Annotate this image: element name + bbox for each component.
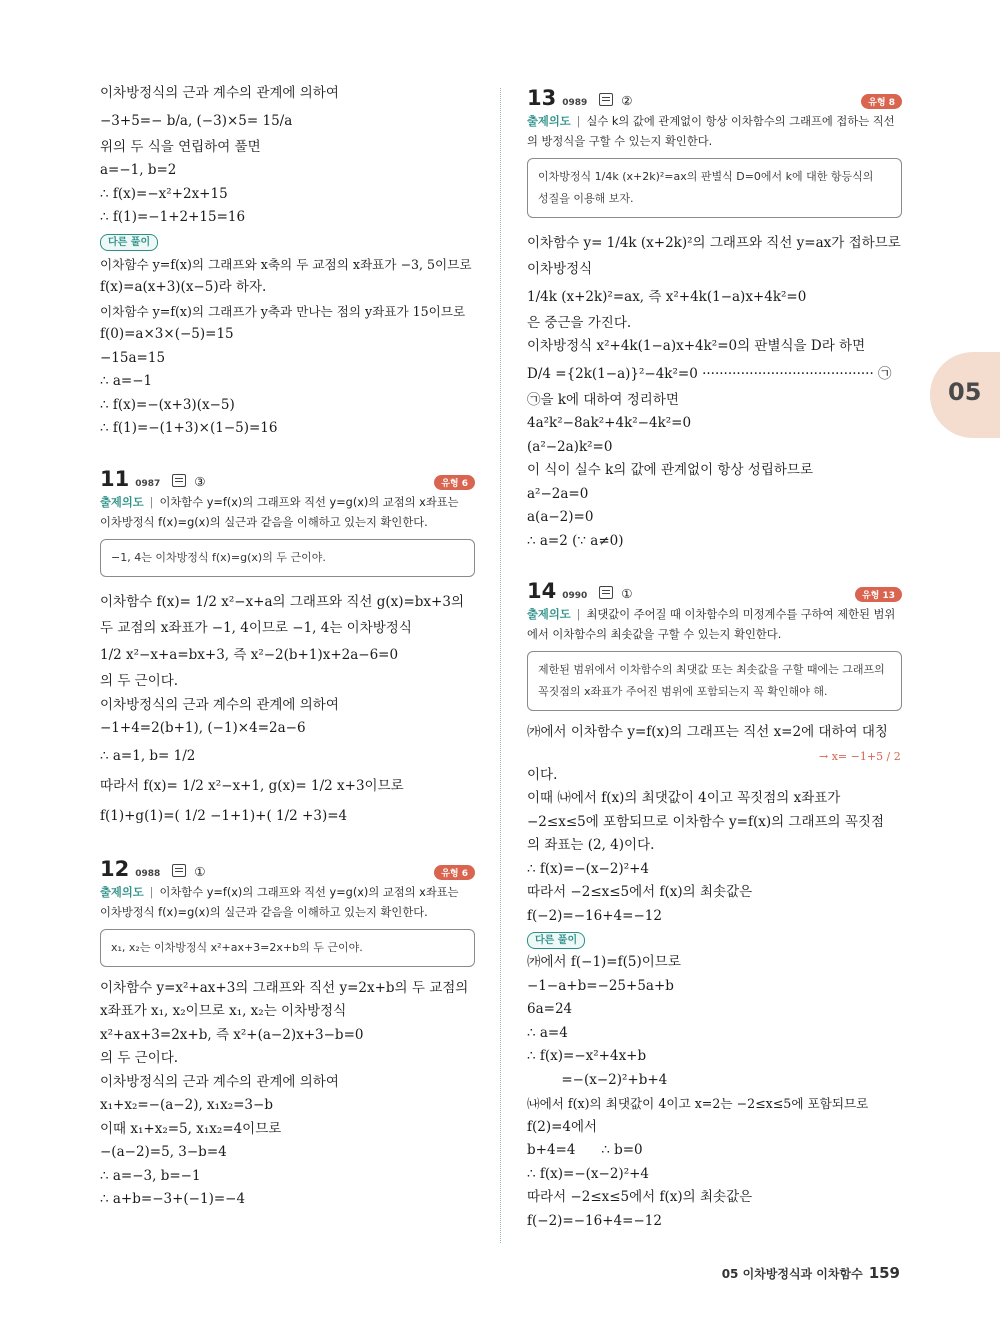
answer-value: ① [621, 586, 633, 601]
type-badge: 유형 13 [855, 587, 902, 602]
text-line: −15a=15 [100, 349, 166, 366]
text-line: ∴ f(x)=−(x−2)²+4 [527, 860, 650, 877]
problem-number: 14 [527, 579, 557, 603]
answer-value: ① [194, 863, 206, 879]
page-number: 159 [868, 1264, 900, 1282]
intent-text: 이차방정식 f(x)=g(x)의 실근과 같음을 이해하고 있는지 확인한다. [100, 515, 428, 529]
text-line: 이차함수 y=f(x)의 그래프와 x축의 두 교점의 x좌표가 −3, 5이므로 [100, 256, 472, 272]
type-badge: 유형 8 [861, 94, 902, 109]
text-line: 이차방정식 x²+4k(1−a)x+4k²=0의 판별식을 D라 하면 [527, 338, 866, 354]
problem-header [527, 86, 902, 110]
text-line: (a²−2a)k²=0 [527, 438, 613, 455]
problem-13 [527, 86, 902, 553]
hint-box [100, 929, 475, 967]
column-divider [500, 88, 501, 1243]
text-line: 은 중근을 가진다. [527, 314, 632, 331]
text-line: 의 두 근이다. [100, 673, 179, 689]
hint-text: 제한된 범위에서 이차함수의 최댓값 또는 최솟값을 구할 때에는 그래프의 [538, 663, 885, 676]
answer-icon [172, 474, 186, 487]
text-line: ∴ f(x)=−(x+3)(x−5) [100, 396, 235, 413]
intent-tag: 출제의도 [527, 608, 571, 621]
text-line: x₁+x₂=−(a−2), x₁x₂=3−b [100, 1097, 273, 1113]
text-line: a=−1, b=2 [100, 162, 177, 178]
text-line: ∴ a=1, b= 1/2 [100, 747, 196, 764]
hint-box [527, 158, 902, 218]
text-line: 1/4k (x+2k)²=ax, 즉 x²+4k(1−a)x+4k²=0 [527, 288, 807, 305]
problem-header [100, 467, 475, 491]
text-line: 의 좌표는 (2, 4)이다. [527, 837, 655, 853]
problem-code: 0988 [135, 868, 161, 879]
text-line: 이차방정식의 근과 계수의 관계에 의하여 [100, 1073, 339, 1090]
text-line: 이차방정식의 근과 계수의 관계에 의하여 [100, 696, 339, 713]
answer-value: ③ [194, 473, 206, 489]
text-line: b+4=4 ∴ b=0 [527, 1142, 643, 1158]
hint-box [527, 651, 902, 711]
text-line: 두 교점의 x좌표가 −1, 4이므로 −1, 4는 이차방정식 [100, 619, 412, 636]
text-line: ㉠을 k에 대하여 정리하면 [527, 391, 679, 408]
text-line: −(a−2)=5, 3−b=4 [100, 1144, 227, 1160]
alt-solution-badge: 다른 풀이 [100, 234, 158, 251]
intent-text: 이차함수 y=f(x)의 그래프와 직선 y=g(x)의 교점의 x좌표는 [159, 495, 459, 509]
text-line: 1/2 x²−x+a=bx+3, 즉 x²−2(b+1)x+2a−6=0 [100, 647, 399, 663]
text-line: f(x)=a(x+3)(x−5)라 하자. [100, 279, 267, 295]
intent-text: 실수 k의 값에 관계없이 항상 이차함수의 그래프에 접하는 직선 [586, 115, 895, 128]
text-line: 이차함수 y=x²+ax+3의 그래프와 직선 y=2x+b의 두 교점의 [100, 979, 469, 996]
intro-solution [100, 82, 475, 230]
text-line: 이차함수 y=f(x)의 그래프가 y축과 만나는 점의 y좌표가 15이므로 [100, 303, 466, 319]
text-line: 이차함수 y= 1/4k (x+2k)²의 그래프와 직선 y=ax가 접하므로 [527, 235, 901, 251]
text-line: a(a−2)=0 [527, 509, 594, 525]
problem-11 [100, 467, 475, 831]
left-column [100, 82, 475, 1212]
text-line: ∴ f(x)=−x²+4x+b [527, 1048, 647, 1064]
problem-14 [527, 579, 902, 1233]
intent-tag: 출제의도 [100, 885, 144, 899]
problem-code: 0990 [562, 591, 588, 601]
intent: 출제의도 | 최댓값이 주어질 때 이차함수의 미정계수를 구하여 제한된 범위 에서 이차함수의 최솟값을 구할 수 있는지 확인한다. [527, 605, 902, 645]
text-line: 이 식이 실수 k의 값에 관계없이 항상 성립하므로 [527, 462, 813, 478]
problem-number: 13 [527, 86, 557, 110]
hint-box [100, 539, 475, 577]
problem-code: 0989 [562, 98, 588, 108]
text-line: ∴ f(1)=−(1+3)×(1−5)=16 [100, 420, 278, 436]
hint-text: 꼭짓점의 x좌표가 주어진 범위에 포함되는지 꼭 확인해야 해. [538, 685, 828, 698]
chapter-side-tab [930, 352, 1000, 438]
problem-header [100, 857, 475, 881]
intent: 출제의도 | 이차함수 y=f(x)의 그래프와 직선 y=g(x)의 교점의 x좌표는 이차방정식 f(x)=g(x)의 실근과 같음을 이해하고 있는지 확인한다. [100, 493, 475, 533]
chapter-number: 05 [948, 378, 982, 406]
text-line: ∴ f(1)=−1+2+15=16 [100, 209, 246, 225]
problem-number: 12 [100, 856, 130, 881]
alt-solution-badge: 다른 풀이 [527, 932, 585, 949]
intent: 출제의도 | 실수 k의 값에 관계없이 항상 이차함수의 그래프에 접하는 직선 의 방정식을 구할 수 있는지 확인한다. [527, 112, 902, 152]
text-line: ∴ f(x)=−x²+2x+15 [100, 185, 228, 202]
text-line: ∴ a=−3, b=−1 [100, 1167, 201, 1184]
text-line: ∴ a+b=−3+(−1)=−4 [100, 1191, 246, 1207]
text-line: 이차방정식의 근과 계수의 관계에 의하여 [100, 85, 339, 101]
text-line: f(−2)=−16+4=−12 [527, 1212, 662, 1229]
text-line: x좌표가 x₁, x₂이므로 x₁, x₂는 이차방정식 [100, 1003, 347, 1019]
footer-chapter-title: 05 이차방정식과 이차함수 [721, 1267, 863, 1281]
hint-text: x₁, x₂는 이차방정식 x²+ax+3=2x+b의 두 근이야. [111, 940, 363, 954]
text-line: ∴ a=4 [527, 1024, 568, 1041]
answer-icon [172, 864, 186, 877]
problem-header [527, 579, 902, 603]
hint-text: 성질을 이용해 보자. [538, 192, 634, 205]
right-column [527, 82, 902, 1233]
text-line: 이때 x₁+x₂=5, x₁x₂=4이므로 [100, 1120, 282, 1137]
text-line: 따라서 −2≤x≤5에서 f(x)의 최솟값은 [527, 1189, 753, 1205]
problem-code: 0987 [135, 478, 161, 489]
intent-text: 이차함수 y=f(x)의 그래프와 직선 y=g(x)의 교점의 x좌표는 [159, 885, 459, 899]
problem-number: 11 [100, 466, 130, 491]
text-line: ㈏에서 f(x)의 최댓값이 4이고 x=2는 −2≤x≤5에 포함되므로 [527, 1096, 869, 1111]
answer-icon [599, 93, 613, 106]
text-line: −3+5=− b/a, (−3)×5= 15/a [100, 112, 293, 129]
text-line: ㈎에서 이차함수 y=f(x)의 그래프는 직선 x=2에 대하여 대칭 [527, 724, 888, 740]
text-line: 4a²k²−8ak²+4k²−4k²=0 [527, 415, 692, 431]
text-line: 이다. [527, 766, 558, 783]
text-line: ∴ a=−1 [100, 373, 153, 389]
intent-text: 의 방정식을 구할 수 있는지 확인한다. [527, 135, 713, 148]
text-line: f(0)=a×3×(−5)=15 [100, 326, 234, 342]
text-line: 위의 두 식을 연립하여 풀면 [100, 138, 261, 155]
text-line: a²−2a=0 [527, 485, 589, 502]
text-line: f(1)+g(1)=( 1/2 −1+1)+( 1/2 +3)=4 [100, 807, 348, 824]
answer-icon [599, 586, 613, 599]
intent-text: 에서 이차함수의 최솟값을 구할 수 있는지 확인한다. [527, 628, 782, 641]
text-line: D/4 ={2k(1−a)}²−4k²=0 ········································ ㉠ [527, 365, 892, 382]
intent-tag: 출제의도 [527, 115, 571, 128]
hint-text: 이차방정식 1/4k (x+2k)²=ax의 판별식 D=0에서 k에 대한 항등식의 [538, 170, 874, 183]
text-line: f(2)=4에서 [527, 1118, 598, 1135]
text-line: −2≤x≤5에 포함되므로 이차함수 y=f(x)의 그래프의 꼭짓점 [527, 813, 885, 830]
type-badge: 유형 6 [434, 865, 475, 880]
text-line: 6a=24 [527, 1001, 573, 1017]
intent-text: 이차방정식 f(x)=g(x)의 실근과 같음을 이해하고 있는지 확인한다. [100, 905, 428, 919]
intent: 출제의도 | 이차함수 y=f(x)의 그래프와 직선 y=g(x)의 교점의 x좌표는 이차방정식 f(x)=g(x)의 실근과 같음을 이해하고 있는지 확인한다. [100, 883, 475, 923]
text-line: −1+4=2(b+1), (−1)×4=2a−6 [100, 720, 306, 736]
text-line: ㈎에서 f(−1)=f(5)이므로 [527, 954, 681, 970]
text-line: 이차방정식 [527, 261, 593, 277]
problem-12 [100, 857, 475, 1212]
intent-tag: 출제의도 [100, 495, 144, 509]
arrow-annotation: → x= −1+5 / 2 [819, 749, 901, 763]
text-line: =−(x−2)²+b+4 [527, 1071, 668, 1088]
type-badge: 유형 6 [434, 475, 475, 490]
text-line: 따라서 f(x)= 1/2 x²−x+1, g(x)= 1/2 x+3이므로 [100, 777, 404, 794]
text-line: −1−a+b=−25+5a+b [527, 977, 674, 994]
alt-solution [100, 230, 475, 441]
text-line: 이때 ㈏에서 f(x)의 최댓값이 4이고 꼭짓점의 x좌표가 [527, 790, 841, 806]
page-footer [700, 1264, 900, 1282]
text-line: 의 두 근이다. [100, 1050, 179, 1066]
text-line: 따라서 −2≤x≤5에서 f(x)의 최솟값은 [527, 884, 753, 900]
text-line: f(−2)=−16+4=−12 [527, 907, 662, 924]
text-line: ∴ a=2 (∵ a≠0) [527, 532, 624, 549]
intent-text: 최댓값이 주어질 때 이차함수의 미정계수를 구하여 제한된 범위 [586, 608, 896, 621]
text-line: ∴ f(x)=−(x−2)²+4 [527, 1165, 650, 1182]
text-line: x²+ax+3=2x+b, 즉 x²+(a−2)x+3−b=0 [100, 1026, 364, 1043]
hint-text: −1, 4는 이차방정식 f(x)=g(x)의 두 근이야. [111, 550, 326, 564]
answer-value: ② [621, 93, 633, 108]
text-line: 이차함수 f(x)= 1/2 x²−x+a의 그래프와 직선 g(x)=bx+3의 [100, 593, 464, 610]
